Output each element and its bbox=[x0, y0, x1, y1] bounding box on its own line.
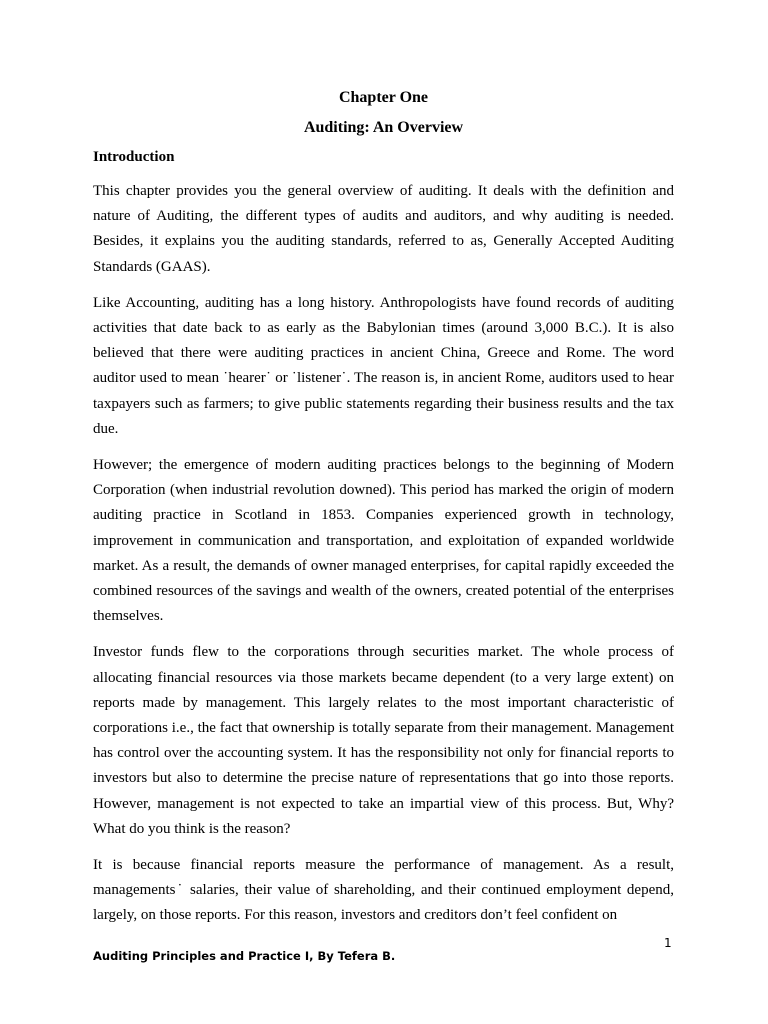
chapter-subtitle: Auditing: An Overview bbox=[303, 119, 464, 136]
page-footer: Auditing Principles and Practice I, By Tefera B. bbox=[93, 949, 396, 963]
paragraph: This chapter provides you the general overview of auditing. It deals with the definition and nature of Auditing, the different types of audits and auditors, and why auditing is needed. Besides, it explains you the auditing standards, referred to as, Generally Accepted Auditing Standards (GAAS). bbox=[93, 183, 674, 275]
paragraph: It is because financial reports measure the performance of management. As a result, managements˙ salaries, their value of shareholding, and their continued employment depend, largely, on those reports. For this reason, investors and creditors don’t feel confident on bbox=[93, 857, 674, 924]
chapter-title: Chapter One bbox=[338, 89, 429, 106]
paragraph: Investor funds flew to the corporations through securities market. The whole process of allocating financial resources via those markets became dependent (to a very large extent) on reports made by management. This largely relates to the most important characteristic of corporations i.e., the fact that ownership is totally separate from their management. Management has control over the accounting system. It has the responsibility not only for financial reports to investors but also to determine the precise nature of representations that go into those reports. However, management is not expected to take an impartial view of this process. But, Why? What do you think is the reason? bbox=[93, 644, 674, 837]
page-number: 1 bbox=[664, 936, 672, 950]
document-page bbox=[93, 86, 674, 929]
section-heading-introduction: Introduction bbox=[93, 149, 175, 165]
paragraph: Like Accounting, auditing has a long history. Anthropologists have found records of auditing activities that date back to as early as the Babylonian times (around 3,000 B.C.). It is also believed that there were auditing practices in ancient China, Greece and Rome. The word auditor used to mean ˙hearer˙ or ˙listener˙. The reason is, in ancient Rome, auditors used to hear taxpayers such as farmers; to give public statements regarding their business results and the tax due. bbox=[93, 294, 674, 437]
paragraph: However; the emergence of modern auditing practices belongs to the beginning of Modern Corporation (when industrial revolution downed). This period has marked the origin of modern auditing practice in Scotland in 1853. Companies experienced growth in technology, improvement in communication and transportation, and exploitation of expanded worldwide market. As a result, the demands of owner managed enterprises, for capital rapidly exceeded the combined resources of the savings and wealth of the owners, created potential of the enterprises themselves. bbox=[93, 457, 674, 625]
